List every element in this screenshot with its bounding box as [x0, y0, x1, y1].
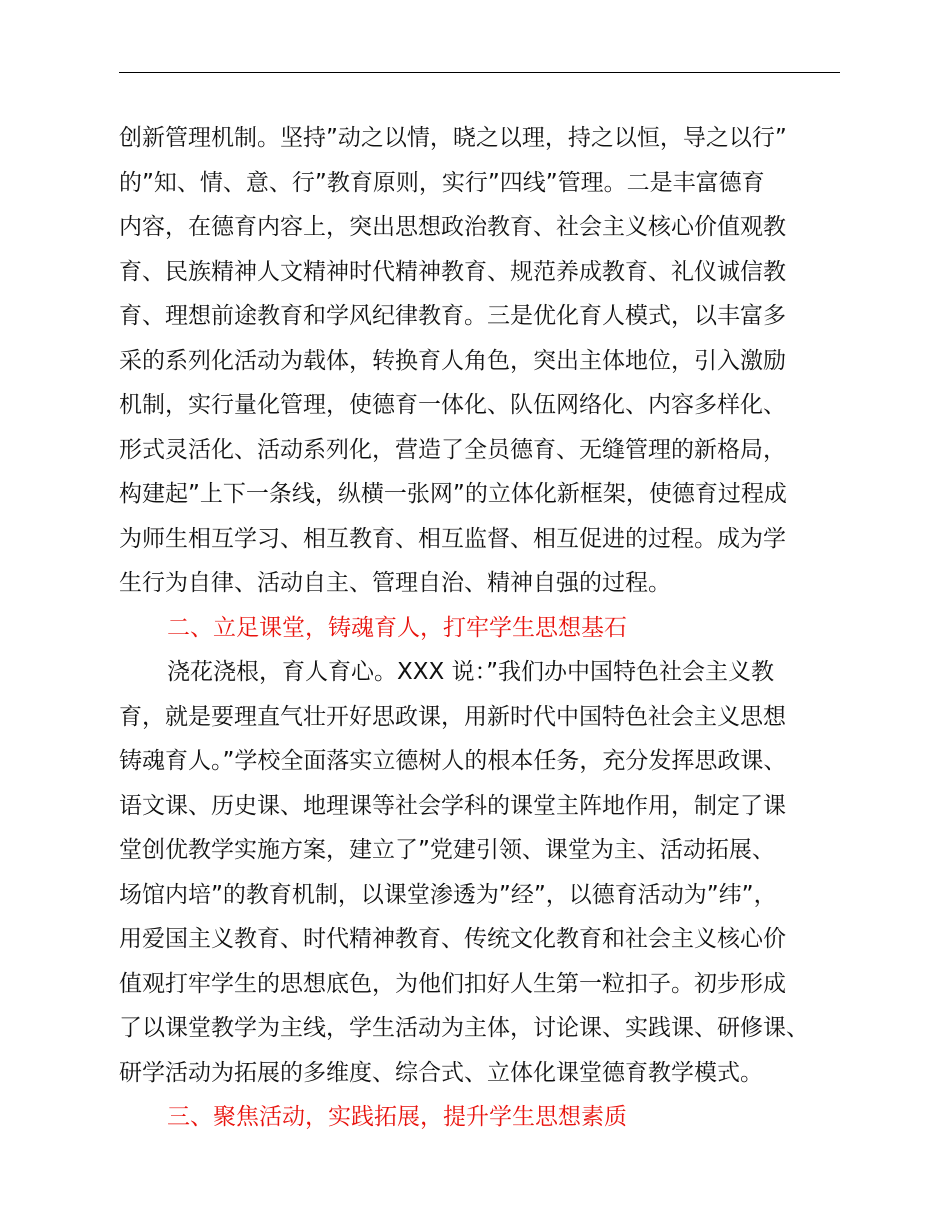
body-text-line: 值观打牢学生的思想底色，为他们扣好人生第一粒扣子。初步形成	[119, 970, 786, 997]
section-heading-3: 三、聚焦活动，实践拓展，提升学生思想素质	[167, 1104, 627, 1130]
body-text-line: 研学活动为拓展的多维度、综合式、立体化课堂德育教学模式。	[119, 1059, 763, 1086]
body-text-line: 生行为自律、活动自主、管理自治、精神自强的过程。	[119, 570, 671, 596]
body-text-line: 采的系列化活动为载体，转换育人角色，突出主体地位，引入激励	[119, 347, 786, 374]
body-text-line: 了以课堂教学为主线，学生活动为主体，讨论课、实践课、研修课、	[119, 1015, 809, 1041]
body-text-line: 场馆内培”的教育机制，以课堂渗透为”经”，以德育活动为”纬”，	[119, 881, 777, 908]
body-text-line: 为师生相互学习、相互教育、相互监督、相互促进的过程。成为学	[119, 525, 786, 552]
body-text-line: 堂创优教学实施方案，建立了”党建引领、课堂为主、活动拓展、	[119, 837, 775, 863]
document-body	[119, 116, 859, 1140]
header-rule	[119, 72, 840, 73]
body-text-line: 铸魂育人。”学校全面落实立德树人的根本任务，充分发挥思政课、	[119, 748, 787, 774]
body-text-line: 语文课、历史课、地理课等社会学科的课堂主阵地作用，制定了课	[119, 792, 786, 819]
body-text-line: 用爱国主义教育、时代精神教育、传统文化教育和社会主义核心价	[119, 926, 786, 952]
body-text-line: 育，就是要理直气壮开好思政课，用新时代中国特色社会主义思想	[119, 703, 786, 730]
section-heading-2: 二、立足课堂，铸魂育人，打牢学生思想基石	[167, 614, 627, 641]
body-text-line: 浇花浇根，育人育心。XXX 说：”我们办中国特色社会主义教	[167, 659, 774, 685]
body-text-line: 育、理想前途教育和学风纪律教育。三是优化育人模式，以丰富多	[119, 303, 786, 329]
body-text-line: 内容，在德育内容上，突出思想政治教育、社会主义核心价值观教	[119, 214, 786, 240]
body-text-line: 构建起”上下一条线，纵横一张网”的立体化新框架，使德育过程成	[119, 481, 787, 507]
body-text-line: 机制，实行量化管理，使德育一体化、队伍网络化、内容多样化、	[119, 392, 786, 418]
body-text-line: 创新管理机制。坚持”动之以情，晓之以理，持之以恒，导之以行”	[119, 125, 787, 151]
body-text-line: 育、民族精神人文精神时代精神教育、规范养成教育、礼仪诚信教	[119, 258, 786, 285]
body-text-line: 的”知、情、意、行”教育原则，实行”四线”管理。二是丰富德育	[119, 169, 765, 196]
body-text-line: 形式灵活化、活动系列化，营造了全员德育、无缝管理的新格局，	[119, 436, 786, 463]
